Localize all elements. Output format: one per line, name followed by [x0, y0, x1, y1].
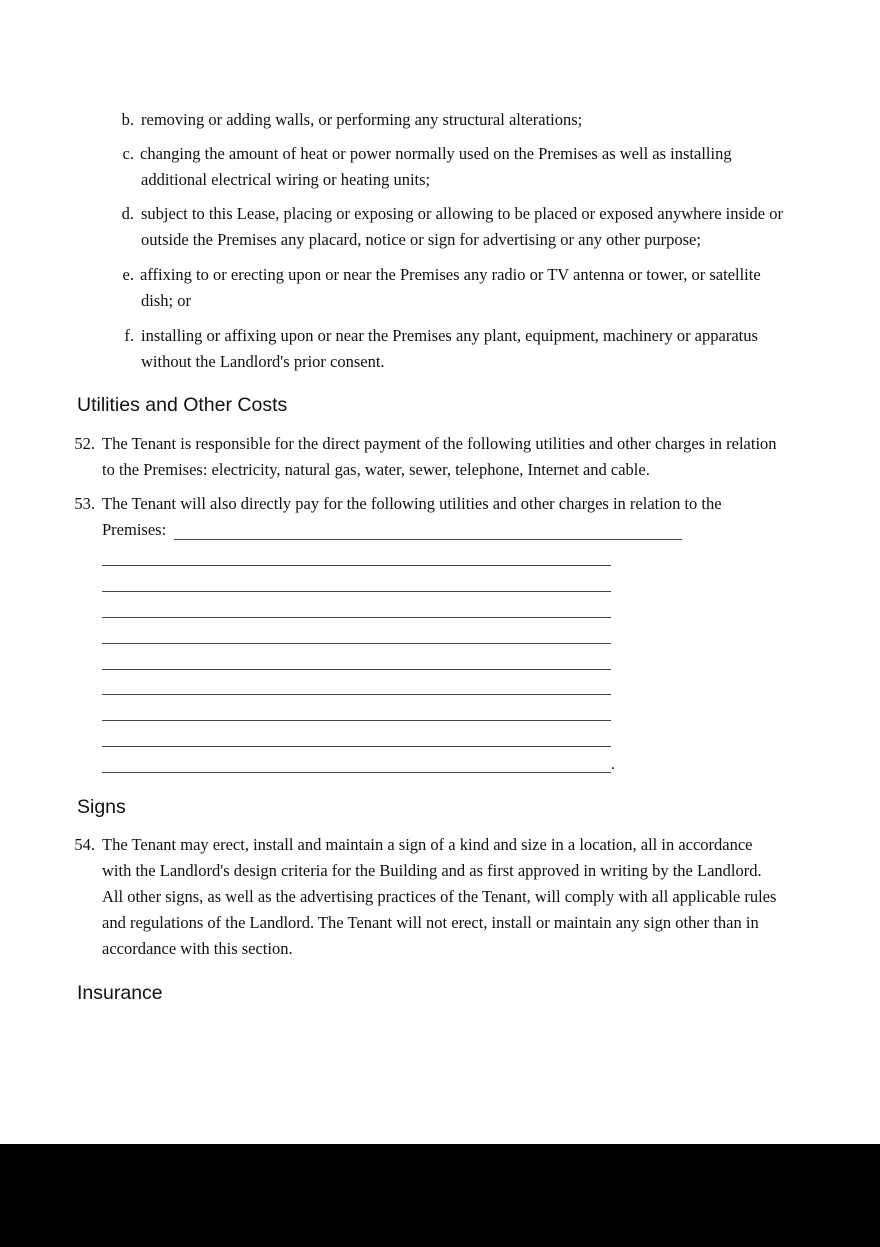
section-heading-utilities: Utilities and Other Costs [77, 394, 288, 416]
list-text: removing or adding walls, or performing any structural alterations; [141, 110, 583, 129]
blank-fill-line[interactable] [102, 669, 611, 670]
list-text: outside the Premises any placard, notice or sign for advertising or any other purpose; [141, 230, 701, 249]
clause-number: 53. [74, 494, 95, 513]
list-text: dish; or [141, 291, 191, 310]
list-marker: c. [122, 144, 134, 163]
blank-terminator: . [611, 756, 615, 773]
blank-fill-line[interactable] [102, 565, 611, 566]
blank-fill-line[interactable] [102, 720, 611, 721]
clause-number: 52. [74, 434, 95, 453]
blank-fill-line[interactable] [102, 643, 611, 644]
clause-text: with the Landlord's design criteria for the Building and as first approved in writing by the Landlord. [102, 861, 762, 880]
blank-fill-line[interactable] [102, 772, 611, 773]
viewer-bottom-bar [0, 1144, 880, 1247]
clause-text: to the Premises: electricity, natural gas, water, sewer, telephone, Internet and cable. [102, 460, 650, 479]
clause-text: All other signs, as well as the advertising practices of the Tenant, will comply with all applicable rules [102, 887, 777, 906]
list-text: changing the amount of heat or power normally used on the Premises as well as installing [140, 144, 732, 163]
list-text: without the Landlord's prior consent. [141, 352, 385, 371]
clause-text: The Tenant is responsible for the direct payment of the following utilities and other charges in relation [102, 434, 777, 453]
list-marker: d. [121, 204, 134, 223]
section-heading-signs: Signs [77, 796, 126, 818]
list-text: additional electrical wiring or heating units; [141, 170, 431, 189]
list-marker: f. [124, 326, 134, 345]
clause-text: accordance with this section. [102, 939, 293, 958]
list-text: affixing to or erecting upon or near the Premises any radio or TV antenna or tower, or satellite [140, 265, 761, 284]
clause-text: Premises: [102, 520, 167, 539]
section-heading-insurance: Insurance [77, 982, 163, 1004]
blank-fill-line[interactable] [174, 539, 682, 540]
blank-fill-line[interactable] [102, 694, 611, 695]
blank-fill-line[interactable] [102, 617, 611, 618]
list-marker: e. [122, 265, 134, 284]
list-text: subject to this Lease, placing or exposing or allowing to be placed or exposed anywhere inside or [141, 204, 783, 223]
clause-text: The Tenant may erect, install and maintain a sign of a kind and size in a location, all in accordance [102, 835, 753, 854]
blank-fill-line[interactable] [102, 591, 611, 592]
clause-text: The Tenant will also directly pay for the following utilities and other charges in relation to the [102, 494, 722, 513]
blank-fill-line[interactable] [102, 746, 611, 747]
clause-text: and regulations of the Landlord. The Tenant will not erect, install or maintain any sign other than in [102, 913, 759, 932]
clause-number: 54. [74, 835, 95, 854]
list-text: installing or affixing upon or near the Premises any plant, equipment, machinery or apparatus [141, 326, 758, 345]
list-marker: b. [121, 110, 134, 129]
